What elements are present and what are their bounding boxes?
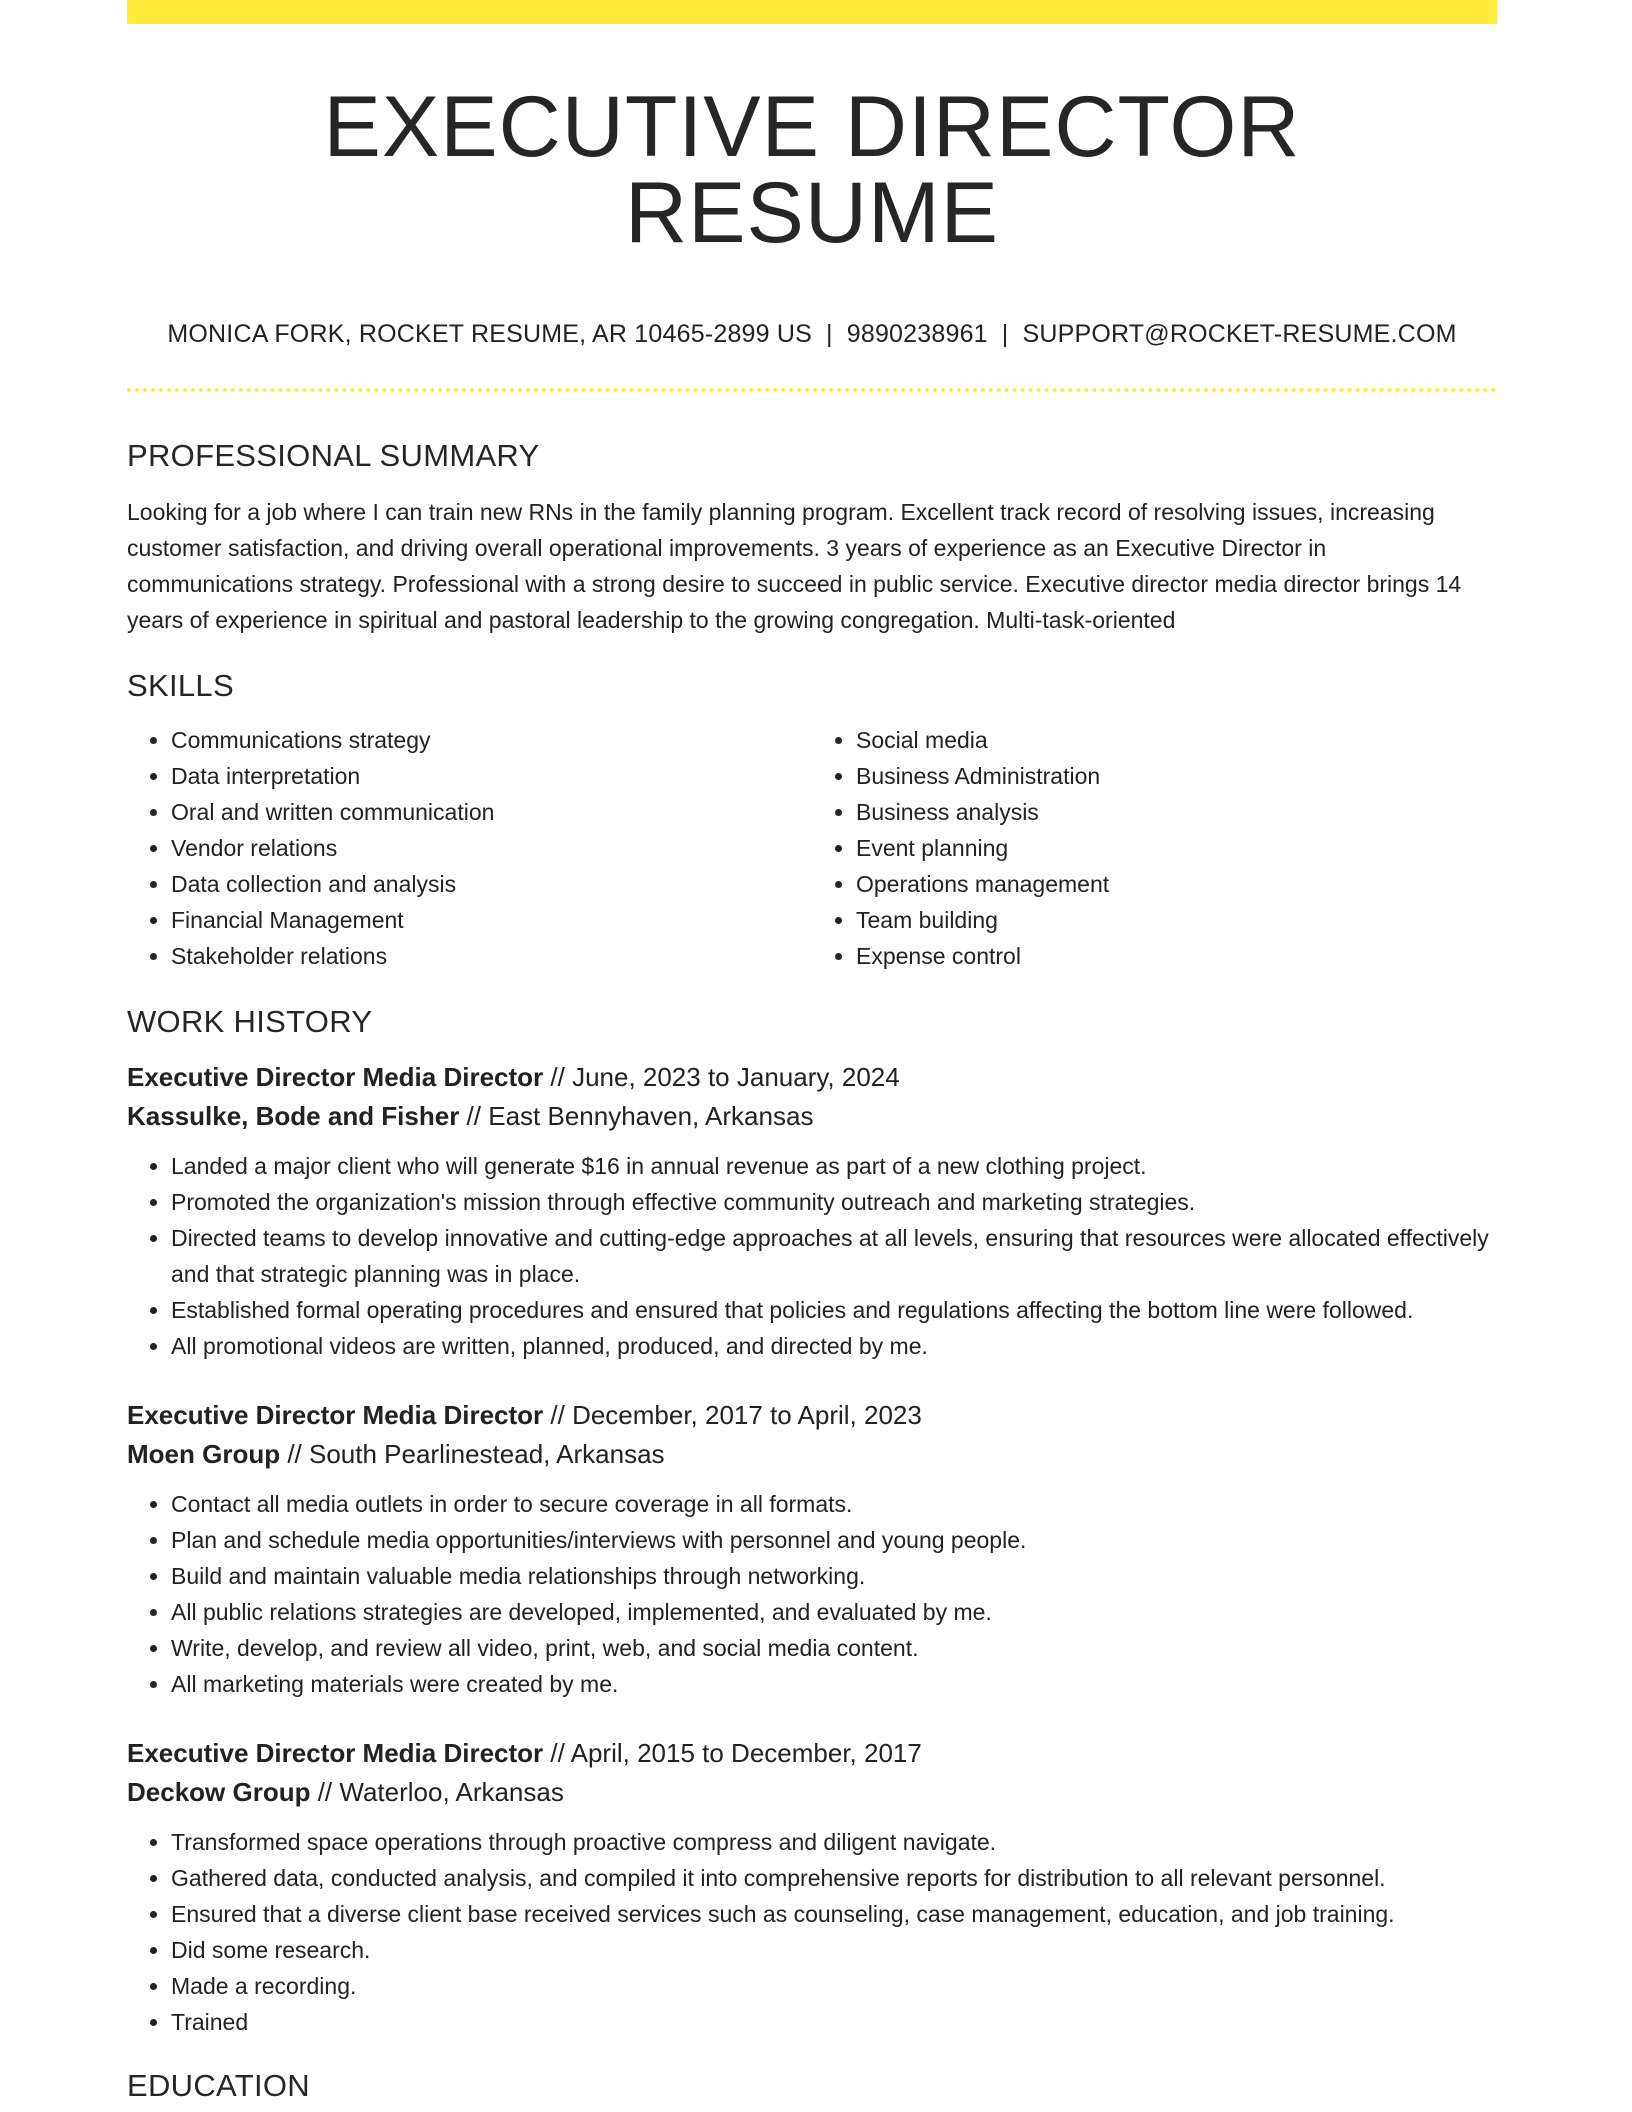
skill-item: • Business analysis (856, 794, 1497, 830)
separator: // (543, 1062, 573, 1092)
job-bullet: • Did some research. (171, 1932, 1497, 1968)
contact-email: SUPPORT@ROCKET-RESUME.COM (1022, 320, 1457, 348)
skill-item: • Team building (856, 902, 1497, 938)
work-history-heading: WORK HISTORY (127, 1004, 373, 1039)
job-bullets (127, 1824, 1497, 2040)
skill-item: • Social media (856, 722, 1497, 758)
job-title: Executive Director Media Director (127, 1738, 544, 1768)
skills-list-left (127, 722, 812, 974)
separator: // (459, 1101, 489, 1131)
contact-separator: | (1001, 320, 1009, 348)
company-line (127, 1773, 1497, 1812)
job-bullet: • Directed teams to develop innovative and cutting-edge approaches at all levels, ensuring that resources were allocated effectively and that strategic planning was in place. (171, 1220, 1497, 1292)
job-title-line (127, 1058, 1497, 1097)
skill-item: • Business Administration (856, 758, 1497, 794)
company-location: East Bennyhaven, Arkansas (488, 1101, 814, 1131)
skill-item: • Stakeholder relations (171, 938, 812, 974)
job-title: Executive Director Media Director (127, 1062, 544, 1092)
company-line (127, 1097, 1497, 1136)
skill-item: • Expense control (856, 938, 1497, 974)
skills-heading: SKILLS (127, 668, 234, 703)
separator: // (543, 1738, 571, 1768)
job-bullets (127, 1486, 1497, 1702)
job-dates: December, 2017 to April, 2023 (572, 1400, 922, 1430)
summary-text: Looking for a job where I can train new RNs in the family planning program. Excellent track record of resolving issues, increasing customer satisfaction, and driving overall operational improvements. 3 years of experience as an Executive Director in communications strategy. Professional with a strong desire to succeed in public service. Executive director media director brings 14 years of experience in spiritual and pastoral leadership to the growing congregation. Multi-task-oriented (127, 499, 1462, 633)
summary-heading: PROFESSIONAL SUMMARY (127, 438, 540, 473)
job-bullet: • Ensured that a diverse client base received services such as counseling, case management, education, and job training. (171, 1896, 1497, 1932)
skill-item: • Communications strategy (171, 722, 812, 758)
separator: // (310, 1777, 340, 1807)
job-bullet: • All public relations strategies are developed, implemented, and evaluated by me. (171, 1594, 1497, 1630)
job-bullet: • All marketing materials were created by me. (171, 1666, 1497, 1702)
job-bullet: • Promoted the organization's mission through effective community outreach and marketing strategies. (171, 1184, 1497, 1220)
job-bullet: • Write, develop, and review all video, print, web, and social media content. (171, 1630, 1497, 1666)
skills-list-right (812, 722, 1497, 974)
education-heading: EDUCATION (127, 2068, 310, 2103)
company-line (127, 1435, 1497, 1474)
contact-phone: 9890238961 (846, 320, 988, 348)
skills-columns (127, 722, 1497, 974)
company-name: Kassulke, Bode and Fisher (127, 1101, 460, 1131)
contact-address: MONICA FORK, ROCKET RESUME, AR 10465-2899 US (167, 320, 813, 348)
job-entry (127, 1396, 1497, 1702)
job-entry (127, 1734, 1497, 2040)
job-bullet: • Made a recording. (171, 1968, 1497, 2004)
job-dates: June, 2023 to January, 2024 (572, 1062, 900, 1092)
job-bullet: • Transformed space operations through proactive compress and diligent navigate. (171, 1824, 1497, 1860)
skill-item: • Vendor relations (171, 830, 812, 866)
skill-item: • Data interpretation (171, 758, 812, 794)
contact-separator: | (826, 320, 833, 348)
company-location: Waterloo, Arkansas (339, 1777, 564, 1807)
skill-item: • Oral and written communication (171, 794, 812, 830)
accent-top-bar (127, 0, 1497, 24)
separator: // (543, 1400, 573, 1430)
company-name: Moen Group (127, 1439, 281, 1469)
job-bullet: • Plan and schedule media opportunities/interviews with personnel and young people. (171, 1522, 1497, 1558)
company-name: Deckow Group (127, 1777, 311, 1807)
job-title-line (127, 1396, 1497, 1435)
contact-line (127, 320, 1497, 349)
job-bullet: • All promotional videos are written, planned, produced, and directed by me. (171, 1328, 1497, 1364)
job-entry (127, 1058, 1497, 1364)
job-title: Executive Director Media Director (127, 1400, 544, 1430)
skill-item: • Financial Management (171, 902, 812, 938)
company-location: South Pearlinestead, Arkansas (309, 1439, 665, 1469)
job-bullet: • Gathered data, conducted analysis, and compiled it into comprehensive reports for distribution to all relevant personnel. (171, 1860, 1497, 1896)
job-bullet: • Contact all media outlets in order to secure coverage in all formats. (171, 1486, 1497, 1522)
job-bullet: • Landed a major client who will generate $16 in annual revenue as part of a new clothing project. (171, 1148, 1497, 1184)
skill-item: • Operations management (856, 866, 1497, 902)
skill-item: • Data collection and analysis (171, 866, 812, 902)
resume-page (127, 0, 1497, 2104)
skill-item: • Event planning (856, 830, 1497, 866)
job-bullet: • Trained (171, 2004, 1497, 2040)
dotted-divider (127, 388, 1497, 392)
job-bullet: • Build and maintain valuable media relationships through networking. (171, 1558, 1497, 1594)
job-dates: April, 2015 to December, 2017 (570, 1738, 922, 1768)
job-bullet: • Established formal operating procedures and ensured that policies and regulations affecting the bottom line were followed. (171, 1292, 1497, 1328)
job-title-line (127, 1734, 1497, 1773)
job-bullets (127, 1148, 1497, 1364)
separator: // (280, 1439, 309, 1469)
resume-title: EXECUTIVE DIRECTOR RESUME (323, 79, 1301, 261)
